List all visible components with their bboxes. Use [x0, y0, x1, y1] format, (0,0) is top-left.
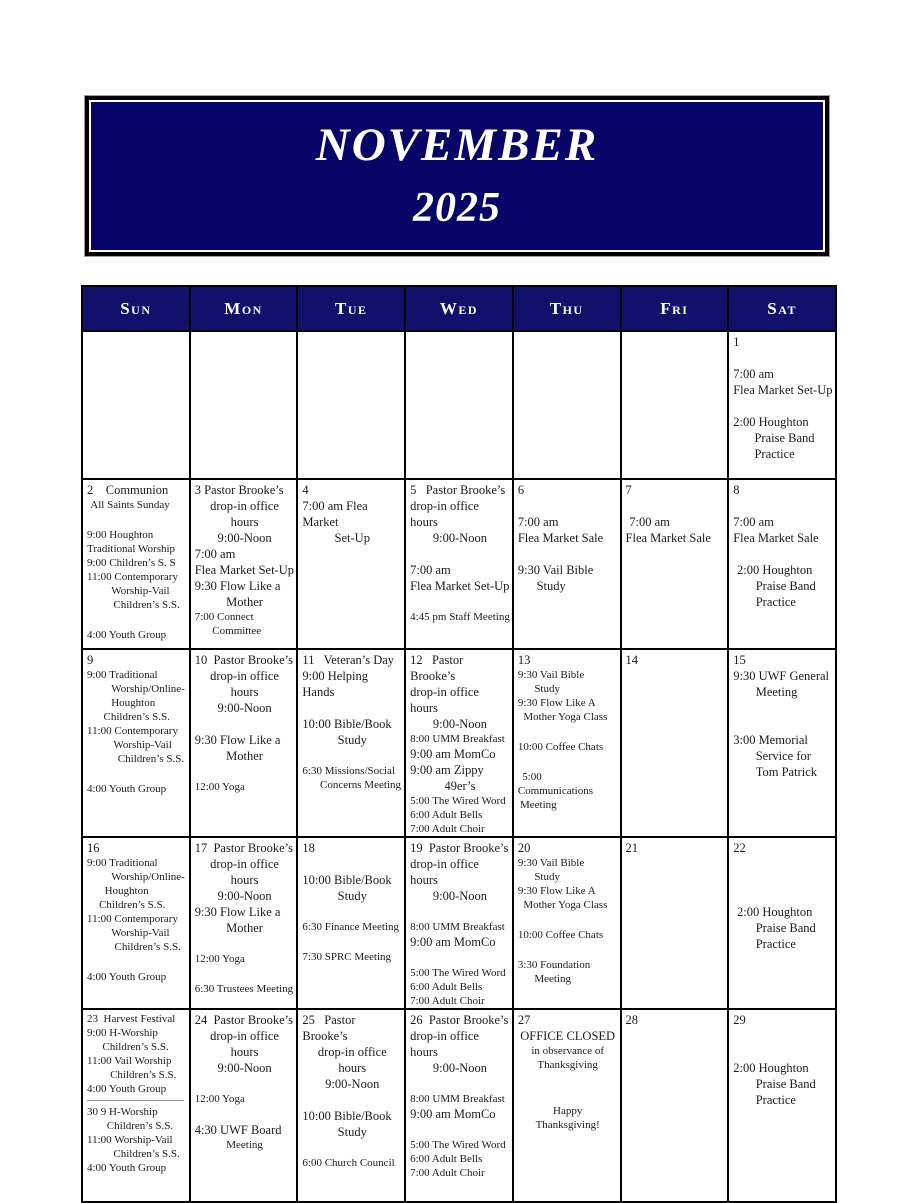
- event-line: [410, 1076, 510, 1092]
- event-line: 23 Harvest Festival: [87, 1013, 176, 1025]
- event-line: [195, 1106, 295, 1122]
- day-number: 15: [733, 653, 746, 667]
- event-line: [195, 764, 295, 780]
- event-line: 6:30 Finance Meeting: [302, 921, 399, 933]
- day-number: 4: [302, 483, 309, 497]
- empty-cell: [621, 331, 729, 479]
- event-line: 5 Pastor Brooke’s: [410, 483, 506, 497]
- week-row: [82, 837, 836, 1009]
- event-line: 6:30 Missions/Social: [302, 765, 395, 777]
- event-line: 17 Pastor Brooke’s: [194, 841, 293, 855]
- event-line: 12:00 Yoga: [194, 1093, 245, 1105]
- event-line: 25 Pastor Brooke’s: [302, 1013, 359, 1043]
- day-number: 20: [517, 841, 531, 855]
- day-cell-29: [728, 1009, 836, 1202]
- event-line: Praise Band: [754, 431, 815, 445]
- event-line: Worship/Online-: [111, 871, 185, 883]
- event-line: 2:00 Houghton: [733, 1061, 809, 1075]
- day-cell-14: [621, 649, 729, 837]
- event-line: in observance of: [531, 1045, 605, 1057]
- empty-cell: [82, 331, 190, 479]
- event-line: [302, 1092, 402, 1108]
- event-line: Tom Patrick: [755, 765, 817, 779]
- day-header-sun: Sun: [82, 286, 190, 331]
- calendar: [81, 285, 837, 1203]
- event-line: 11 Veteran’s Day: [302, 653, 395, 667]
- event-line: 2 Communion: [87, 483, 169, 497]
- event-line: 4:00 Youth Group: [87, 783, 167, 795]
- month-title: NOVEMBER: [315, 119, 599, 171]
- event-line: 3:30 Foundation: [517, 959, 591, 971]
- event-line: 6:30 Trustees Meeting: [194, 983, 294, 995]
- event-line: Study: [534, 683, 560, 695]
- day-header-wed: Wed: [405, 286, 513, 331]
- event-line: 9:30 Flow Like a: [194, 579, 281, 593]
- event-line: Study: [337, 1125, 367, 1139]
- event-line: Praise Band: [755, 579, 816, 593]
- empty-cell: [405, 331, 513, 479]
- event-line: 7:00 am: [194, 547, 236, 561]
- event-line: [733, 716, 833, 732]
- event-line: [302, 856, 402, 872]
- event-line: 9:00-Noon: [432, 889, 488, 903]
- event-line: Mother Yoga Class: [523, 899, 608, 911]
- event-line: 7:00 am Flea Market: [302, 499, 371, 529]
- day-number: 21: [625, 841, 639, 855]
- event-line: drop-in office: [210, 669, 279, 683]
- event-line: 11:00 Contemporary: [87, 725, 178, 737]
- event-line: Practice: [755, 937, 796, 951]
- event-line: Set-Up: [334, 531, 370, 545]
- event-line: [195, 1076, 295, 1092]
- event-line: drop-in office: [210, 1029, 279, 1043]
- event-line: 9:00-Noon: [217, 889, 272, 903]
- event-line: 7:00 am: [410, 563, 451, 577]
- event-line: [410, 546, 510, 562]
- event-line: Children’s S.S.: [117, 753, 185, 765]
- event-line: drop-in office hours: [410, 685, 483, 715]
- day-number: 28: [625, 1013, 639, 1027]
- event-line: Children’s S.S.: [102, 1041, 169, 1053]
- empty-cell: [190, 331, 298, 479]
- event-line: 10:00 Bible/Book: [302, 1109, 392, 1123]
- event-line: 19 Pastor Brooke’s: [410, 841, 509, 855]
- event-line: Praise Band: [755, 1077, 816, 1091]
- event-line: 9:00-Noon: [217, 531, 272, 545]
- event-line: Children’s S.S.: [113, 599, 180, 611]
- day-cell-16: [82, 837, 190, 1009]
- week-row: [82, 331, 836, 479]
- event-line: Worship-Vail: [113, 739, 172, 751]
- day-number: 16: [87, 841, 100, 855]
- event-line: 9:00 Helping Hands: [302, 669, 372, 699]
- event-line: Meeting: [226, 1139, 263, 1151]
- day-header-thu: Thu: [513, 286, 621, 331]
- day-header-fri: Fri: [621, 286, 729, 331]
- event-line: 5:00: [522, 771, 542, 783]
- event-line: 9:30 Flow Like A: [517, 885, 596, 897]
- event-line: [87, 766, 187, 782]
- event-line: Flea Market Set-Up: [410, 579, 510, 593]
- event-line: [733, 398, 833, 414]
- event-line: 30 9 H-Worship: [87, 1106, 158, 1118]
- event-line: [733, 1028, 833, 1044]
- event-line: 9:00 Traditional: [87, 857, 158, 869]
- day-cell-15: [728, 649, 836, 837]
- event-line: [195, 936, 295, 952]
- day-cell-21: [621, 837, 729, 1009]
- event-line: 10:00 Bible/Book: [302, 873, 392, 887]
- event-line: 6:00 Church Council: [302, 1157, 395, 1169]
- event-line: [733, 888, 833, 904]
- event-line: [302, 934, 402, 950]
- event-line: 3 Pastor Brooke’s: [194, 483, 284, 497]
- event-line: 9:00 am MomCo: [410, 747, 496, 761]
- event-line: 12:00 Yoga: [194, 953, 245, 965]
- event-line: 9:30 Vail Bible: [517, 563, 594, 577]
- event-line: 26 Pastor Brooke’s: [410, 1013, 509, 1027]
- event-line: 9:00-Noon: [432, 1061, 488, 1075]
- event-line: 9:00-Noon: [217, 1061, 272, 1075]
- event-line: 9:00 Children’s S. S: [87, 557, 176, 569]
- event-line: Meeting: [520, 799, 557, 811]
- event-line: 6:00 Adult Bells: [410, 809, 483, 821]
- event-line: [302, 904, 402, 920]
- event-line: Children’s S.S.: [106, 1120, 174, 1132]
- event-line: 10 Pastor Brooke’s: [194, 653, 293, 667]
- day-number: 7: [625, 483, 632, 497]
- event-line: [626, 498, 726, 514]
- event-line: Service for: [755, 749, 811, 763]
- event-line: 9:30 Flow Like a: [194, 905, 281, 919]
- event-line: [733, 700, 833, 716]
- event-line: 9:30 Flow Like A: [517, 697, 596, 709]
- event-line: Children’s S.S.: [103, 711, 170, 723]
- event-line: 9:00 Traditional: [87, 669, 158, 681]
- event-line: 9:00-Noon: [325, 1077, 380, 1091]
- event-line: Meeting: [755, 685, 798, 699]
- week-row: [82, 1009, 836, 1202]
- event-line: [518, 942, 618, 958]
- event-line: 12:00 Yoga: [194, 781, 245, 793]
- event-line: [410, 950, 510, 966]
- event-line: Practice: [754, 447, 795, 461]
- event-line: [733, 546, 833, 562]
- event-line: hours: [230, 873, 259, 887]
- event-line: drop-in office hours: [410, 1029, 483, 1059]
- day-cell-28: [621, 1009, 729, 1202]
- event-line: 6:00 Adult Bells: [410, 981, 483, 993]
- event-line: Worship/Online-: [111, 683, 185, 695]
- event-line: hours: [230, 1045, 259, 1059]
- event-line: [733, 350, 833, 366]
- event-line: 11:00 Contemporary: [87, 571, 178, 583]
- event-line: [518, 912, 618, 928]
- event-line: [518, 1088, 618, 1104]
- event-line: 10:00 Coffee Chats: [517, 741, 604, 753]
- event-line: [733, 856, 833, 872]
- event-line: 5:00 The Wired Word: [410, 967, 506, 979]
- event-line: 24 Pastor Brooke’s: [194, 1013, 293, 1027]
- event-line: [518, 754, 618, 770]
- day-cell-11: [297, 649, 405, 837]
- event-line: 10:00 Bible/Book: [302, 717, 392, 731]
- event-line: Committee: [212, 625, 262, 637]
- event-line: [410, 904, 510, 920]
- event-line: 7:00 Adult Choir: [410, 823, 485, 835]
- event-line: 8:00 UMM Breakfast: [410, 1093, 505, 1105]
- event-line: [733, 1044, 833, 1060]
- event-line: hours: [230, 685, 259, 699]
- event-line: 9:00-Noon: [432, 717, 488, 731]
- event-line: Thanksgiving: [537, 1059, 598, 1071]
- event-line: 8:00 UMM Breakfast: [410, 921, 505, 933]
- event-line: drop-in office: [210, 499, 279, 513]
- day-cell-26: [405, 1009, 513, 1202]
- event-line: [302, 700, 402, 716]
- event-line: 9:00 H-Worship: [87, 1027, 158, 1039]
- day-header-tue: Tue: [297, 286, 405, 331]
- day-cell-10: [190, 649, 298, 837]
- event-line: 4:00 Youth Group: [87, 1083, 167, 1095]
- event-line: Worship-Vail: [111, 927, 170, 939]
- event-line: Meeting: [534, 973, 571, 985]
- event-line: Mother: [226, 921, 263, 935]
- event-line: 2:00 Houghton: [736, 563, 813, 577]
- event-line: Practice: [755, 595, 796, 609]
- event-line: drop-in office: [317, 1045, 387, 1059]
- event-line: Flea Market Sale: [733, 531, 819, 545]
- event-line: [518, 1072, 618, 1088]
- day-cell-4: [297, 479, 405, 649]
- event-line: Children’s S.S.: [113, 1148, 180, 1160]
- event-line: Communications: [517, 785, 593, 797]
- event-line: Worship-Vail: [111, 585, 170, 597]
- event-line: [518, 546, 618, 562]
- event-line: 4:45 pm Staff Meeting: [410, 611, 510, 623]
- day-cell-23: [82, 1009, 190, 1202]
- event-line: 4:00 Youth Group: [87, 629, 167, 641]
- event-line: 6:00 Adult Bells: [410, 1153, 483, 1165]
- day-cell-12: [405, 649, 513, 837]
- empty-cell: [513, 331, 621, 479]
- event-line: Children’s S.S.: [99, 899, 166, 911]
- title-banner-frame: [84, 95, 830, 257]
- event-line: 7:00 am: [629, 515, 670, 529]
- event-line: 12 Pastor Brooke’s: [410, 653, 467, 683]
- day-cell-7: [621, 479, 729, 649]
- day-header-sat: Sat: [728, 286, 836, 331]
- event-line: 2:00 Houghton: [733, 415, 809, 429]
- event-line: drop-in office: [210, 857, 279, 871]
- event-line: Flea Market Sale: [625, 531, 711, 545]
- event-line: Praise Band: [755, 921, 816, 935]
- event-line: drop-in office hours: [410, 857, 483, 887]
- event-line: 9:30 Vail Bible: [517, 669, 585, 681]
- event-line: [302, 748, 402, 764]
- event-line: Concerns Meeting: [320, 779, 401, 791]
- event-line: 9:00-Noon: [432, 531, 488, 545]
- day-cell-24: [190, 1009, 298, 1202]
- event-line: [302, 1140, 402, 1156]
- event-line: 9:00-Noon: [217, 701, 272, 715]
- day-number: 18: [302, 841, 315, 855]
- event-line: 4:00 Youth Group: [87, 1162, 167, 1174]
- event-line: Mother: [226, 749, 263, 763]
- event-line: OFFICE CLOSED: [520, 1029, 616, 1043]
- event-line: Practice: [755, 1093, 796, 1107]
- day-cell-2: [82, 479, 190, 649]
- event-line: 9:00 am Zippy: [410, 763, 484, 777]
- cell-divider: [87, 1100, 184, 1101]
- title-banner: [85, 96, 829, 256]
- event-line: [195, 716, 295, 732]
- event-line: drop-in office hours: [410, 499, 483, 529]
- day-cell-3: [190, 479, 298, 649]
- event-line: [410, 594, 510, 610]
- event-line: 5:00 The Wired Word: [410, 795, 506, 807]
- day-cell-18: [297, 837, 405, 1009]
- event-line: hours: [338, 1061, 367, 1075]
- event-line: 9:00 am MomCo: [410, 935, 496, 949]
- day-cell-22: [728, 837, 836, 1009]
- day-cell-13: [513, 649, 621, 837]
- event-line: 9:30 Vail Bible: [517, 857, 585, 869]
- event-line: 7:30 SPRC Meeting: [302, 951, 392, 963]
- event-line: 4:00 Youth Group: [87, 971, 167, 983]
- day-number: 29: [733, 1013, 746, 1027]
- event-line: Flea Market Set-Up: [194, 563, 294, 577]
- day-number: 1: [733, 335, 740, 349]
- event-line: 4:30 UWF Board: [194, 1123, 282, 1137]
- event-line: Houghton: [111, 697, 156, 709]
- day-number: 22: [733, 841, 746, 855]
- event-line: 5:00 The Wired Word: [410, 1139, 506, 1151]
- event-line: 11:00 Worship-Vail: [87, 1134, 173, 1146]
- day-cell-17: [190, 837, 298, 1009]
- event-line: 9:30 Flow Like a: [194, 733, 281, 747]
- event-line: 9:00 Houghton: [87, 529, 154, 541]
- event-line: 3:00 Memorial: [733, 733, 808, 747]
- event-line: Flea Market Set-Up: [733, 383, 833, 397]
- empty-cell: [297, 331, 405, 479]
- day-number: 6: [517, 483, 525, 497]
- week-row: [82, 479, 836, 649]
- event-line: Children’s S.S.: [110, 1069, 177, 1081]
- event-line: 7:00 Adult Choir: [410, 995, 485, 1007]
- event-line: 7:00 am: [733, 367, 774, 381]
- event-line: All Saints Sunday: [90, 499, 170, 511]
- event-line: 9:00 am MomCo: [410, 1107, 496, 1121]
- event-line: 7:00 am: [517, 515, 559, 529]
- event-line: Study: [337, 889, 367, 903]
- calendar-body: [82, 331, 836, 1202]
- day-header-mon: Mon: [190, 286, 298, 331]
- event-line: [195, 966, 295, 982]
- day-number: 14: [625, 653, 639, 667]
- day-cell-5: [405, 479, 513, 649]
- day-cell-19: [405, 837, 513, 1009]
- day-cell-6: [513, 479, 621, 649]
- event-line: Mother Yoga Class: [523, 711, 608, 723]
- day-cell-25: [297, 1009, 405, 1202]
- day-number: 9: [87, 653, 94, 667]
- event-line: 10:00 Coffee Chats: [517, 929, 604, 941]
- day-number: 13: [517, 653, 531, 667]
- event-line: 8:00 UMM Breakfast: [410, 733, 505, 745]
- event-line: [410, 1122, 510, 1138]
- event-line: [518, 724, 618, 740]
- day-cell-1: [728, 331, 836, 479]
- event-line: 11:00 Vail Worship: [87, 1055, 172, 1067]
- event-line: [733, 498, 833, 514]
- event-line: Study: [536, 579, 566, 593]
- calendar-table: [81, 285, 837, 1203]
- event-line: hours: [230, 515, 259, 529]
- event-line: Mother: [226, 595, 263, 609]
- event-line: Houghton: [104, 885, 149, 897]
- day-number: 8: [733, 483, 740, 497]
- day-cell-9: [82, 649, 190, 837]
- event-line: Thanksgiving!: [535, 1119, 600, 1131]
- event-line: Study: [534, 871, 560, 883]
- event-line: Traditional Worship: [87, 543, 176, 555]
- event-line: [87, 612, 187, 628]
- event-line: Children’s S.S.: [114, 941, 181, 953]
- event-line: 7:00 am: [733, 515, 774, 529]
- event-line: 7:00 Adult Choir: [410, 1167, 485, 1179]
- event-line: 11:00 Contemporary: [87, 913, 178, 925]
- event-line: Happy: [553, 1105, 583, 1117]
- year-title: 2025: [413, 185, 501, 231]
- event-line: Flea Market Sale: [517, 531, 604, 545]
- day-cell-20: [513, 837, 621, 1009]
- event-line: [733, 872, 833, 888]
- event-line: 49er’s: [444, 779, 476, 793]
- day-cell-8: [728, 479, 836, 649]
- event-line: Study: [337, 733, 367, 747]
- day-header-row: [82, 286, 836, 331]
- event-line: [87, 512, 187, 528]
- event-line: [518, 498, 618, 514]
- week-row: [82, 649, 836, 837]
- event-line: [87, 954, 187, 970]
- day-cell-27: [513, 1009, 621, 1202]
- event-line: 9:30 UWF General: [733, 669, 830, 683]
- day-number: 27: [517, 1013, 531, 1027]
- event-line: 7:00 Connect: [194, 611, 254, 623]
- event-line: 2:00 Houghton: [736, 905, 813, 919]
